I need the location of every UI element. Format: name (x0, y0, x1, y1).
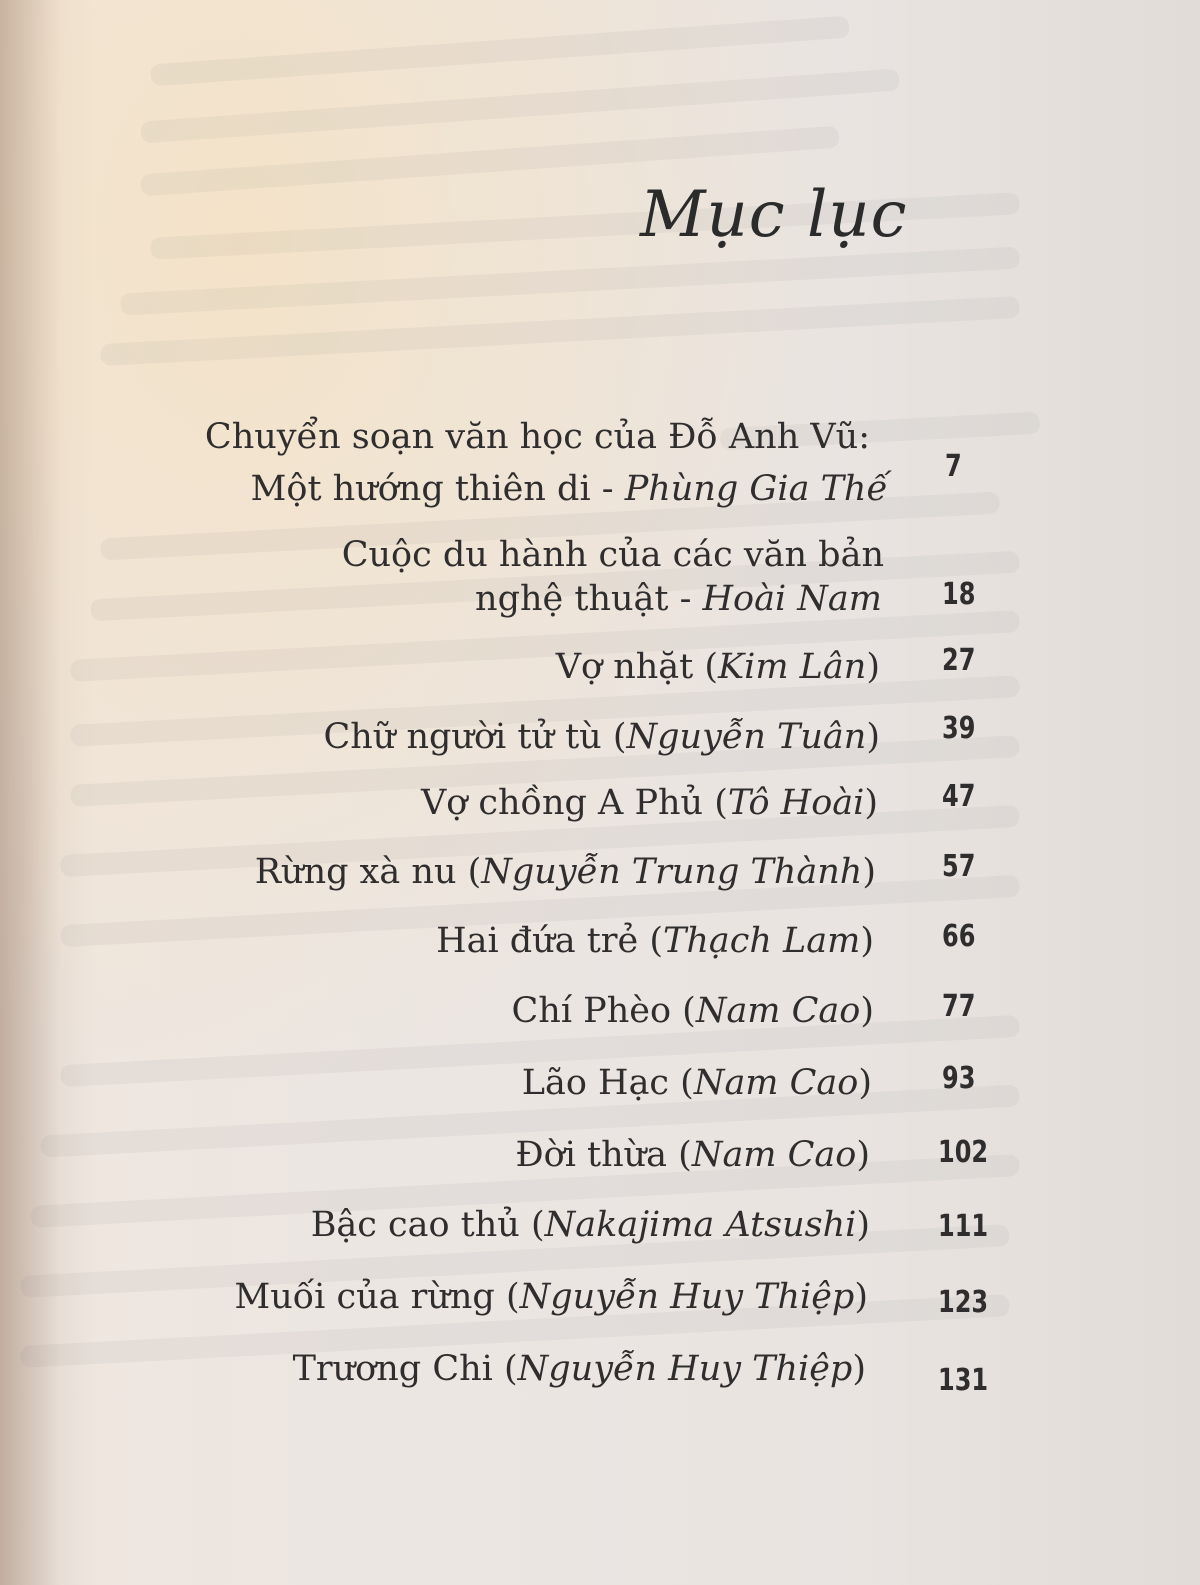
entry-close-paren: ) (866, 647, 880, 687)
page-number: 111 (938, 1209, 989, 1244)
toc-entry-12 (234, 1277, 868, 1317)
entry-title: Chữ người tử tù ( (323, 717, 627, 757)
entry-close-paren: ) (858, 1063, 872, 1103)
page-number: 66 (942, 919, 976, 954)
entry-author: Nguyễn Trung Thành (481, 852, 863, 892)
entry-heading: Chuyển soạn văn học của Đỗ Anh Vũ: (204, 417, 870, 457)
entry-author: Nam Cao (693, 1063, 859, 1103)
toc-entry-3 (555, 647, 880, 687)
entry-close-paren: ) (864, 783, 878, 823)
toc-entry-7 (436, 921, 874, 961)
entry-author: Thạch Lam (663, 921, 861, 961)
toc-entry-13 (292, 1349, 866, 1389)
entry-title: Lão Hạc ( (521, 1063, 694, 1103)
entry-author: Tô Hoài (727, 783, 865, 823)
page-number: 131 (938, 1363, 989, 1398)
entry-close-paren: ) (860, 921, 874, 961)
page-number: 18 (942, 577, 976, 612)
page-number: 27 (942, 643, 976, 678)
entry-heading: Cuộc du hành của các văn bản (341, 535, 884, 575)
entry-title: Một hướng thiên di - (250, 469, 625, 509)
toc-entry-10 (515, 1135, 870, 1175)
page-number: 123 (938, 1285, 989, 1320)
toc-entry-1-line2 (250, 469, 888, 509)
entry-title: Hai đứa trẻ ( (436, 921, 664, 961)
toc-entry-6 (254, 852, 876, 892)
page-number: 93 (942, 1061, 976, 1096)
page-title: Mục lục (640, 178, 908, 252)
toc-entry-2-line1 (341, 535, 884, 575)
entry-author: Nam Cao (691, 1135, 857, 1175)
entry-title: Muối của rừng ( (234, 1277, 520, 1317)
entry-title: Vợ nhặt ( (555, 647, 719, 687)
toc-entry-11 (310, 1205, 870, 1245)
entry-close-paren: ) (862, 852, 876, 892)
entry-author: Nguyễn Huy Thiệp (519, 1277, 855, 1317)
entry-author: Hoài Nam (702, 579, 882, 619)
entry-title: Bậc cao thủ ( (310, 1205, 545, 1245)
toc-entry-4 (323, 717, 881, 757)
entry-author: Phùng Gia Thế (624, 469, 888, 509)
entry-title: nghệ thuật - (475, 579, 703, 619)
entry-close-paren: ) (856, 1135, 870, 1175)
entry-author: Kim Lân (718, 647, 867, 687)
spine-shadow (0, 0, 60, 1585)
entry-author: Nakajima Atsushi (544, 1205, 857, 1245)
entry-close-paren: ) (852, 1349, 866, 1389)
page-number: 39 (942, 711, 976, 746)
entry-close-paren: ) (866, 717, 880, 757)
entry-author: Nguyễn Tuân (626, 717, 867, 757)
page-number: 47 (942, 779, 976, 814)
entry-close-paren: ) (856, 1205, 870, 1245)
page-number: 57 (942, 849, 976, 884)
toc-entry-8 (511, 991, 874, 1031)
entry-title: Chí Phèo ( (511, 991, 696, 1031)
entry-title: Vợ chồng A Phủ ( (420, 783, 728, 823)
entry-title: Trương Chi ( (292, 1349, 518, 1389)
entry-close-paren: ) (854, 1277, 868, 1317)
entry-title: Rừng xà nu ( (254, 852, 482, 892)
toc-entry-2-line2 (475, 579, 882, 619)
toc-entry-9 (521, 1063, 872, 1103)
entry-author: Nam Cao (695, 991, 861, 1031)
entry-title: Đời thừa ( (515, 1135, 692, 1175)
page-number: 77 (942, 989, 976, 1024)
entry-author: Nguyễn Huy Thiệp (517, 1349, 853, 1389)
toc-entry-5 (420, 783, 878, 823)
toc-entry-1-line1 (204, 417, 870, 457)
page-number: 7 (945, 449, 962, 484)
entry-close-paren: ) (860, 991, 874, 1031)
page-number: 102 (938, 1135, 989, 1170)
